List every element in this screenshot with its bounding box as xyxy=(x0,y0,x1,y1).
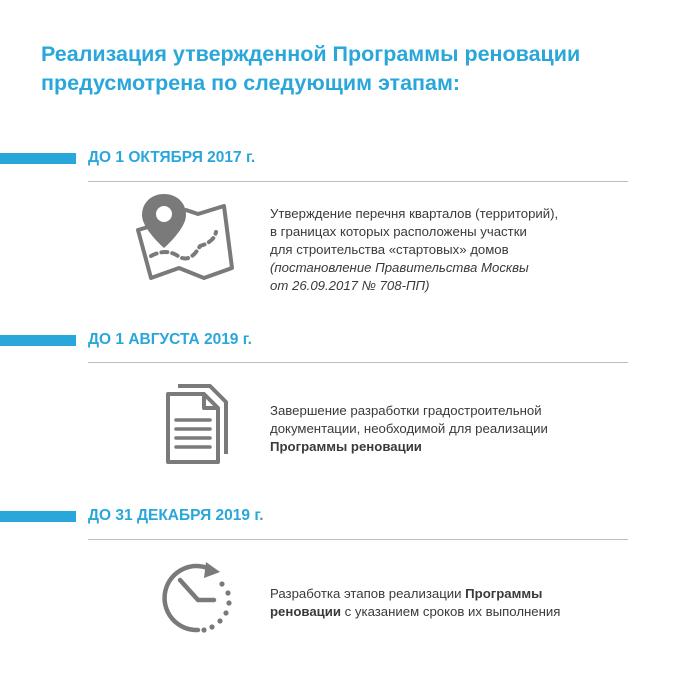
stage-3-line-1-bold: Программы xyxy=(465,586,543,601)
stage-2-bar xyxy=(0,335,76,346)
stage-1-line-2: в границах которых расположены участки xyxy=(270,224,527,239)
page-title xyxy=(41,40,651,98)
stage-2-divider xyxy=(88,362,628,363)
stage-1-line-1: Утверждение перечня кварталов (территорий), xyxy=(270,206,559,221)
stage-3-line-2-bold: реновации xyxy=(270,604,341,619)
title-line-1: Реализация утвержденной Программы реновации xyxy=(41,42,581,66)
stage-3-line-1-plain: Разработка этапов реализации xyxy=(270,586,466,601)
clock-icon xyxy=(158,560,238,636)
stage-1-divider xyxy=(88,181,628,182)
stage-3-date: ДО 31 ДЕКАБРЯ 2019 г. xyxy=(88,507,264,524)
stage-1-ref-line-1: (постановление Правительства Москвы xyxy=(270,260,529,275)
stage-1-date: ДО 1 ОКТЯБРЯ 2017 г. xyxy=(88,149,256,166)
title-line-2: предусмотрена по следующим этапам: xyxy=(41,71,461,95)
stage-3-description xyxy=(270,585,650,621)
stage-3-line-2-plain: с указанием сроков их выполнения xyxy=(341,604,561,619)
stage-1-line-3: для строительства «стартовых» домов xyxy=(270,242,509,257)
stage-2-line-2: документации, необходимой для реализации xyxy=(270,421,548,436)
stage-1-bar xyxy=(0,153,76,164)
stage-1-ref-line-2: от 26.09.2017 № 708-ПП) xyxy=(270,278,430,293)
stage-2-line-1: Завершение разработки градостроительной xyxy=(270,403,542,418)
stage-2-description xyxy=(270,402,650,456)
document-icon xyxy=(164,384,230,464)
stage-2-bold-line: Программы реновации xyxy=(270,439,422,454)
stage-3-bar xyxy=(0,511,76,522)
stage-1-description xyxy=(270,205,650,295)
stage-3-divider xyxy=(88,539,628,540)
stage-2-date: ДО 1 АВГУСТА 2019 г. xyxy=(88,331,252,348)
map-pin-icon xyxy=(134,192,238,282)
